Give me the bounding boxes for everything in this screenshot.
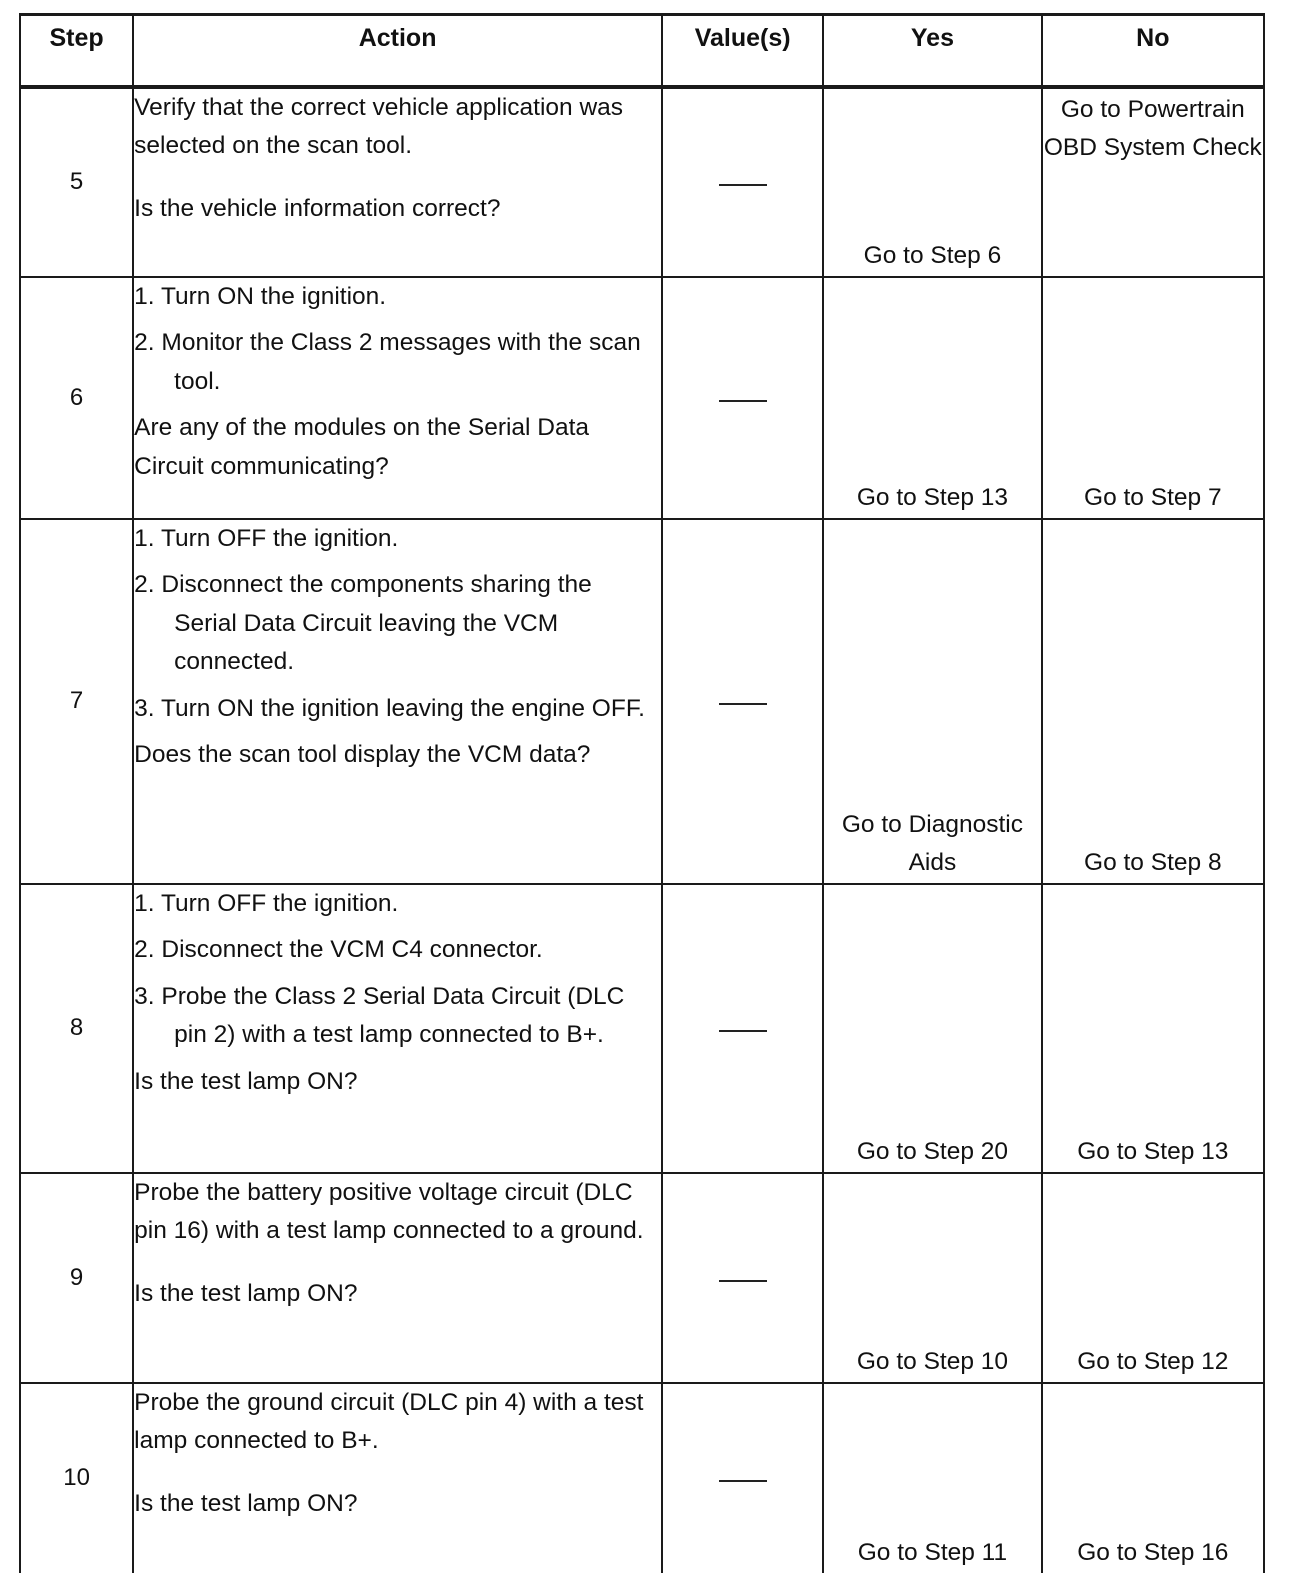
header-yes: Yes: [823, 15, 1041, 87]
action-cell: [133, 277, 662, 519]
action-cell: [133, 519, 662, 884]
step-number: 7: [20, 519, 133, 884]
no-cell: Go to Powertrain OBD System Check: [1042, 87, 1264, 277]
action-item: 1. Turn OFF the ignition.: [134, 524, 399, 552]
step-number: 9: [20, 1173, 133, 1383]
step-number: 5: [20, 87, 133, 277]
yes-cell: Go to Diagnostic Aids: [823, 519, 1041, 884]
no-cell: Go to Step 16: [1042, 1383, 1264, 1573]
table-row: [20, 277, 1264, 519]
action-item: 1. Turn OFF the ignition.: [134, 889, 399, 917]
value-dash: [719, 1480, 767, 1482]
value-dash: [719, 703, 767, 705]
table-row: [20, 884, 1264, 1173]
action-text: Probe the ground circuit (DLC pin 4) with a test lamp connected to B+.: [134, 1388, 644, 1454]
table-row: [20, 1383, 1264, 1573]
table-row: [20, 1173, 1264, 1383]
step-number: 6: [20, 277, 133, 519]
table-row: [20, 519, 1264, 884]
action-item: 2. Disconnect the components sharing the Serial Data Circuit leaving the VCM connected.: [134, 571, 592, 675]
action-cell: [133, 1173, 662, 1383]
header-no: No: [1042, 15, 1264, 87]
action-item: 2. Disconnect the VCM C4 connector.: [134, 936, 543, 963]
action-question: Is the test lamp ON?: [134, 1067, 358, 1095]
action-question: Are any of the modules on the Serial Data Circuit communicating?: [134, 414, 590, 480]
yes-cell: Go to Step 6: [823, 87, 1041, 277]
action-question: Is the test lamp ON?: [134, 1489, 358, 1517]
header-step: Step: [20, 15, 133, 87]
action-cell: [133, 1383, 662, 1573]
value-cell: [662, 87, 823, 277]
yes-cell: Go to Step 11: [823, 1383, 1041, 1573]
action-cell: [133, 884, 662, 1173]
action-text: Verify that the correct vehicle application was selected on the scan tool.: [134, 93, 624, 159]
no-cell: Go to Step 8: [1042, 519, 1264, 884]
header-action: Action: [133, 15, 662, 87]
action-item: 3. Turn ON the ignition leaving the engine OFF.: [134, 694, 645, 722]
value-dash: [719, 400, 767, 402]
value-cell: [662, 277, 823, 519]
no-cell: Go to Step 13: [1042, 884, 1264, 1173]
value-dash: [719, 184, 767, 186]
header-values: Value(s): [662, 15, 823, 87]
action-item: 2. Monitor the Class 2 messages with the scan tool.: [134, 329, 641, 395]
action-text: Probe the battery positive voltage circuit (DLC pin 16) with a test lamp connected to a ground.: [134, 1178, 644, 1244]
value-dash: [719, 1030, 767, 1032]
action-question: Is the test lamp ON?: [134, 1279, 358, 1307]
yes-cell: Go to Step 13: [823, 277, 1041, 519]
action-question: Is the vehicle information correct?: [134, 194, 501, 222]
header-row: [20, 15, 1264, 87]
value-cell: [662, 1383, 823, 1573]
action-item: 3. Probe the Class 2 Serial Data Circuit (DLC pin 2) with a test lamp connected to B+.: [134, 982, 625, 1048]
no-cell: Go to Step 12: [1042, 1173, 1264, 1383]
step-number: 10: [20, 1383, 133, 1573]
value-cell: [662, 884, 823, 1173]
value-cell: [662, 519, 823, 884]
step-number: 8: [20, 884, 133, 1173]
action-item: 1. Turn ON the ignition.: [134, 282, 387, 310]
value-cell: [662, 1173, 823, 1383]
action-question: Does the scan tool display the VCM data?: [134, 741, 591, 768]
no-cell: Go to Step 7: [1042, 277, 1264, 519]
action-cell: [133, 87, 662, 277]
table-row: [20, 87, 1264, 277]
yes-cell: Go to Step 20: [823, 884, 1041, 1173]
diagnostic-table: [19, 13, 1265, 1573]
value-dash: [719, 1280, 767, 1282]
yes-cell: Go to Step 10: [823, 1173, 1041, 1383]
